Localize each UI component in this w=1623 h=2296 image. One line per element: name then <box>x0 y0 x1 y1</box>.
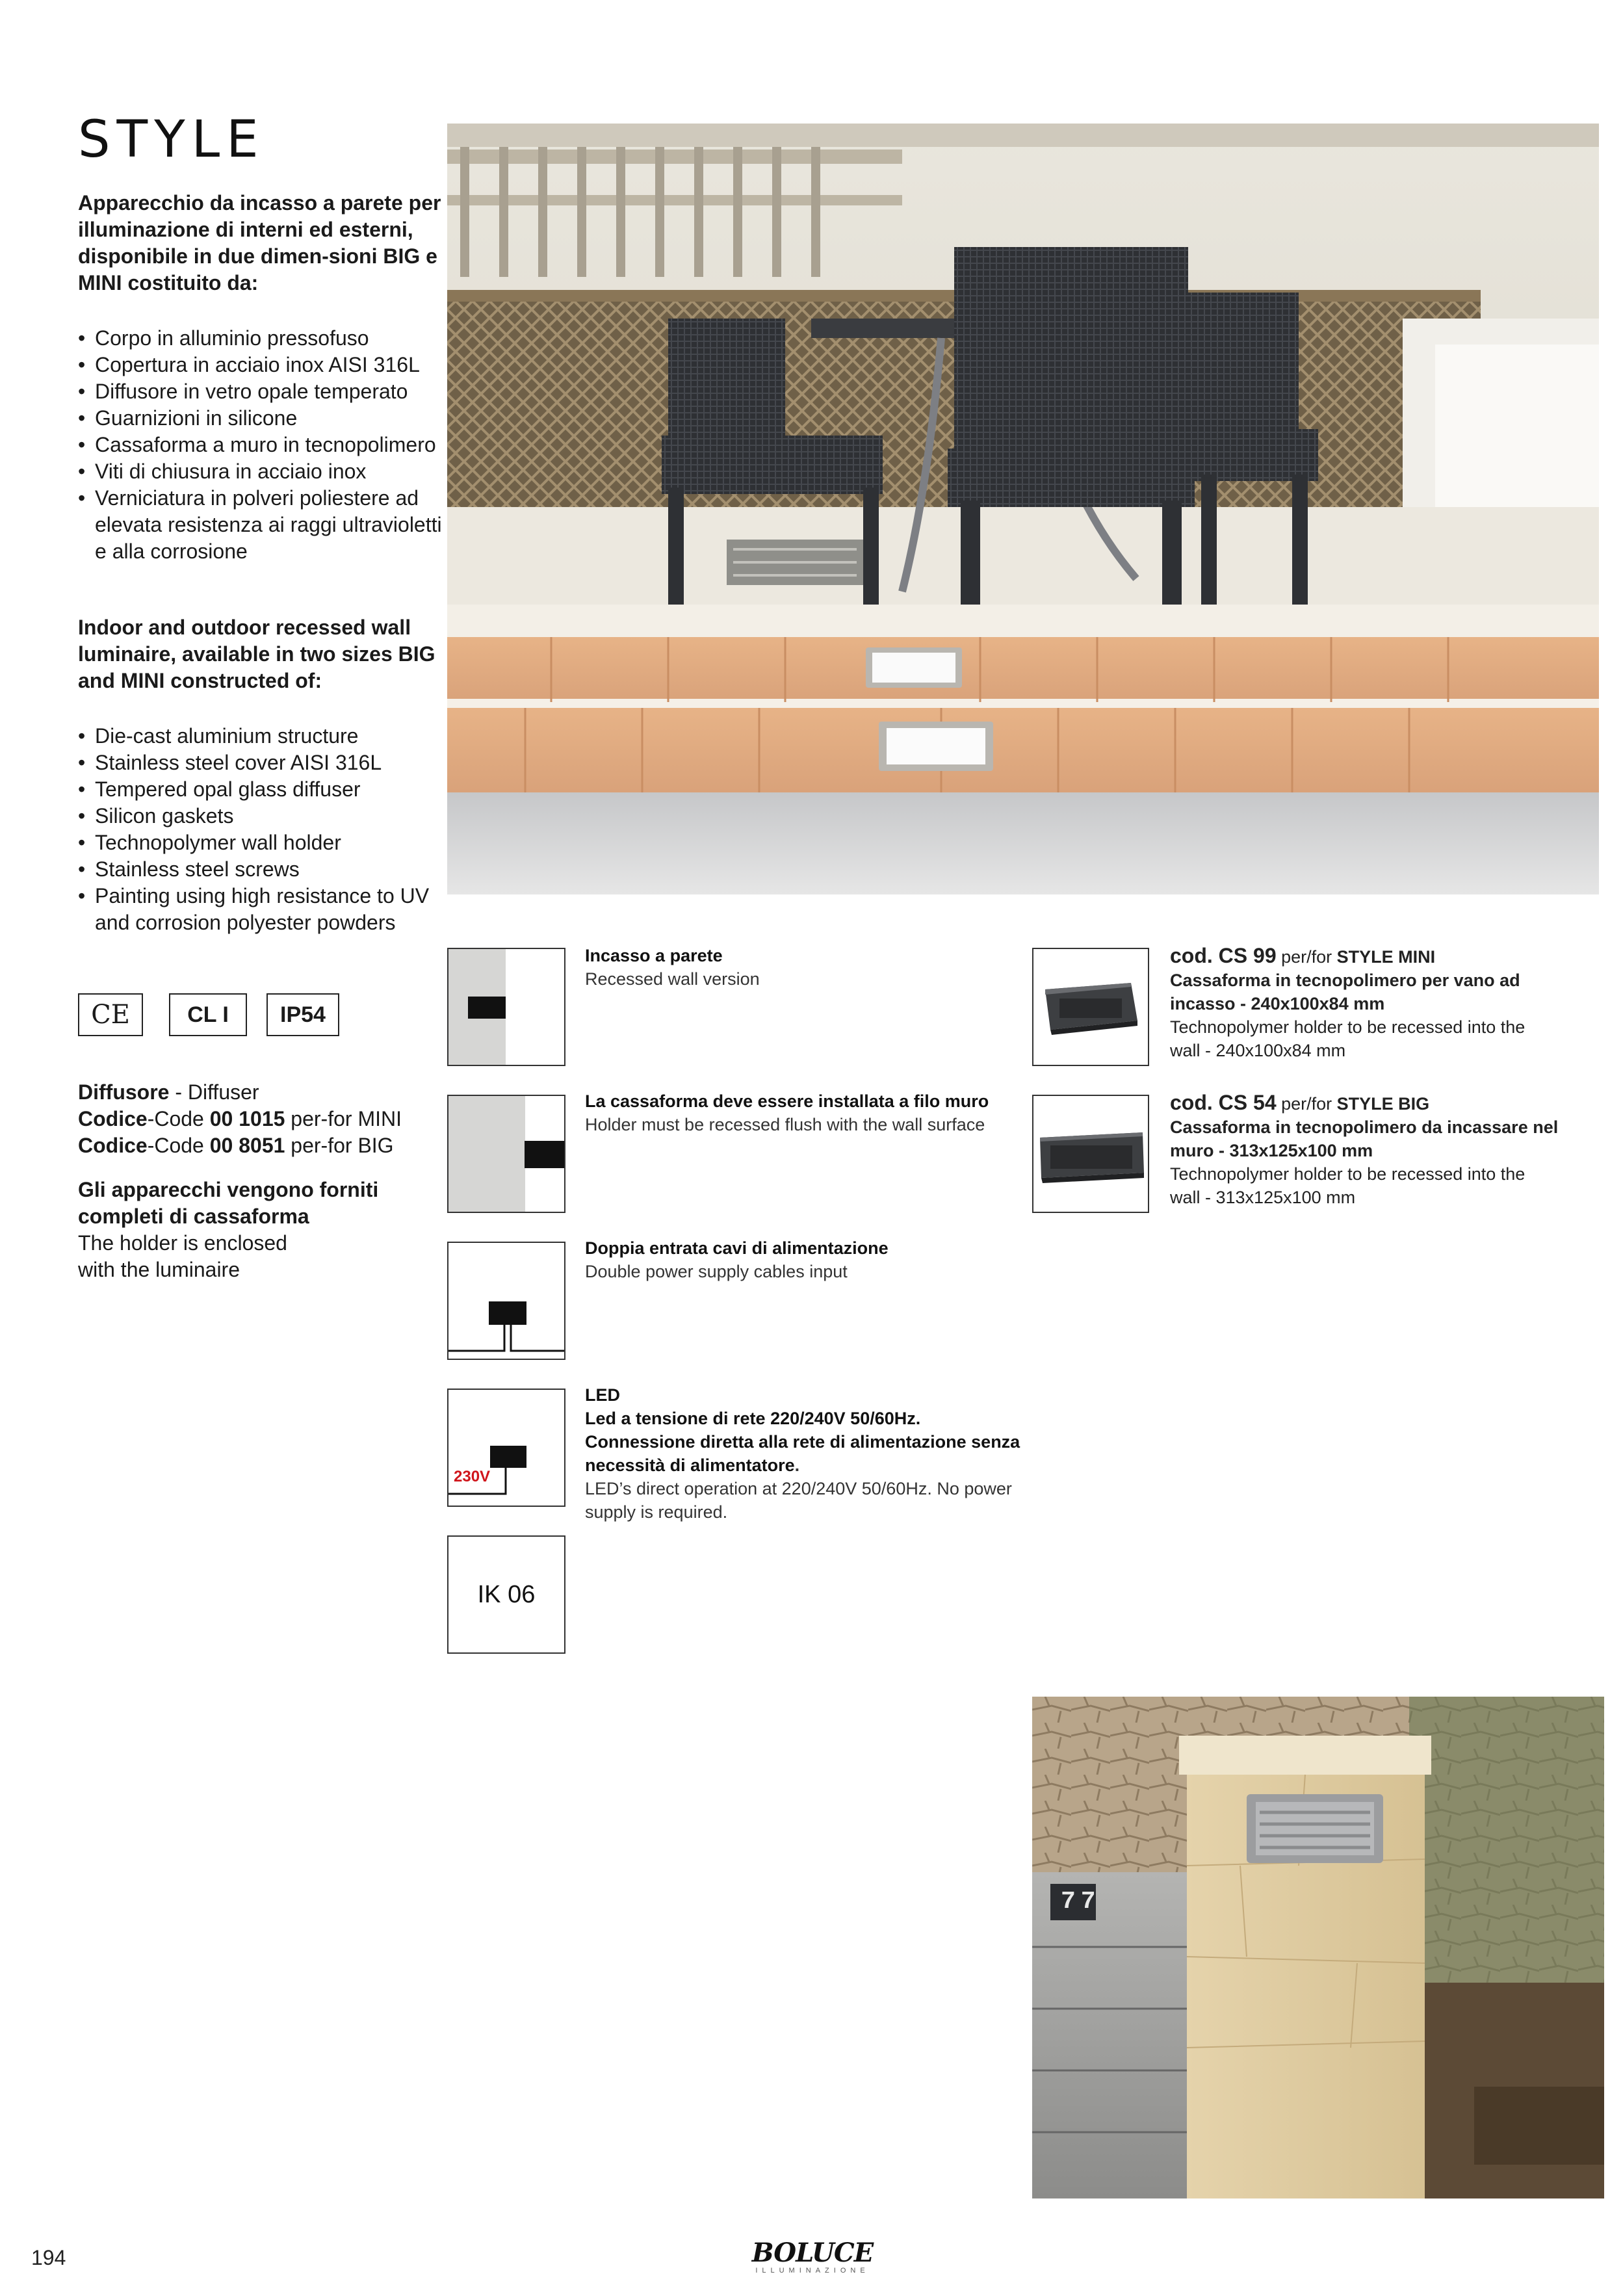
list-item: • Corpo in alluminio pressofuso <box>78 325 442 352</box>
list-item: • Stainless steel screws <box>78 856 442 883</box>
intro-english: Indoor and outdoor recessed wall luminaire, available in two sizes BIG and MINI constructed of: <box>78 616 435 692</box>
house-number: 77 <box>1061 1888 1101 1916</box>
list-item: • Silicon gaskets <box>78 803 442 829</box>
logo-subtitle: ILLUMINAZIONE <box>755 2267 870 2275</box>
pillar-photo <box>1032 1697 1604 2198</box>
holder-mini-image <box>1032 948 1149 1066</box>
list-item: • Copertura in acciaio inox AISI 316L <box>78 352 442 378</box>
features-english-list <box>78 723 442 936</box>
terrace-photo <box>447 124 1599 894</box>
logo-text: BOLUCE <box>751 2237 874 2268</box>
spec-cable: Doppia entrata cavi di alimentazione Double power supply cables input <box>585 1238 889 1281</box>
flush-mount-icon <box>447 1095 565 1213</box>
holder-big-text: cod. CS 54 per/for STYLE BIG Cassaforma in tecnopolimero da incassare nel muro - 313x125x100 mm Technopolymer holder to be recessed into the wall - 313x125x100 mm <box>1170 1091 1559 1207</box>
spec-led: LED Led a tensione di rete 220/240V 50/60Hz. Connessione diretta alla rete di alimentazione senza necessità di alimentatore. LED’s direct operation at 220/240V 50/60Hz. No power supply is required. <box>585 1385 1020 1522</box>
holder-mini-text: cod. CS 99 per/for STYLE MINI Cassaforma in tecnopolimero per vano ad incasso - 240x100x84 mm Technopolymer holder to be recessed into the wall - 240x100x84 mm <box>1170 944 1526 1060</box>
holder-note: Gli apparecchi vengono forniti completi di cassaforma The holder is enclosed with the luminaire <box>78 1178 379 1281</box>
voltage-badge: 230V <box>454 1468 491 1485</box>
double-cable-input-icon <box>447 1242 565 1360</box>
list-item: • Diffusore in vetro opale temperato <box>78 378 442 405</box>
diffuser-heading: Diffusore - Diffuser <box>78 1080 259 1104</box>
diffuser-code-row: Codice-Code 00 8051 per-for BIG <box>78 1134 394 1157</box>
ik-rating-label: IK 06 <box>477 1580 536 1608</box>
led-230v-icon <box>447 1389 565 1507</box>
intro-italian: Apparecchio da incasso a parete per illuminazione di interni ed esterni, disponibile in due dimen-sioni BIG e MINI costituito da: <box>78 191 441 294</box>
list-item: • Die-cast aluminium structure <box>78 723 442 750</box>
list-item: • Painting using high resistance to UV and corrosion polyester powders <box>78 883 442 936</box>
list-item: • Guarnizioni in silicone <box>78 405 442 432</box>
diffuser-block <box>78 1079 442 1159</box>
ip-rating-badge: IP54 <box>266 993 339 1036</box>
page-title: STYLE <box>78 111 265 169</box>
spec-recessed: Incasso a parete Recessed wall version <box>585 946 760 989</box>
spec-flush: La cassaforma deve essere installata a filo muro Holder must be recessed flush with the wall surface <box>585 1091 989 1134</box>
list-item: • Verniciatura in polveri poliestere ad elevata resistenza ai raggi ultravioletti e alla corrosione <box>78 485 442 565</box>
list-item: • Tempered opal glass diffuser <box>78 776 442 803</box>
brand-logo <box>747 2239 877 2280</box>
ce-mark: CE <box>78 993 143 1036</box>
holder-big-image <box>1032 1095 1149 1213</box>
features-italian-list <box>78 325 442 565</box>
diffuser-code-row: Codice-Code 00 1015 per-for MINI <box>78 1107 402 1130</box>
recessed-wall-icon <box>447 948 565 1066</box>
page-number: 194 <box>31 2246 66 2269</box>
class-badge: CL I <box>169 993 247 1036</box>
list-item: • Stainless steel cover AISI 316L <box>78 750 442 776</box>
list-item: • Cassaforma a muro in tecnopolimero <box>78 432 442 458</box>
list-item: • Viti di chiusura in acciaio inox <box>78 458 442 485</box>
impact-rating-box <box>447 1535 565 1654</box>
list-item: • Technopolymer wall holder <box>78 829 442 856</box>
